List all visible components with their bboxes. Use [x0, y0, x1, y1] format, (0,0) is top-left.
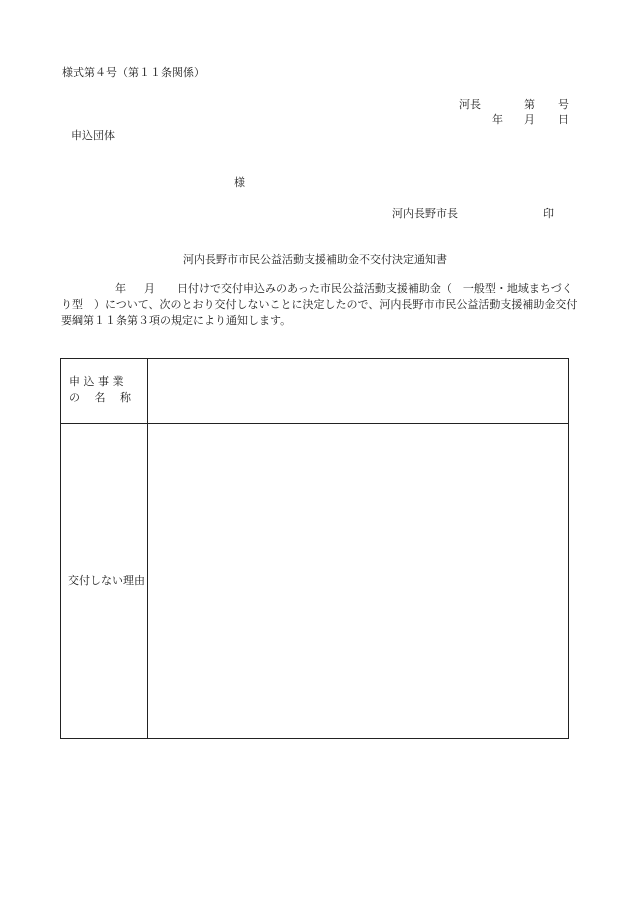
body-line1-rest: 日付けで交付申込みのあった市民公益活動支援補助金（ 一般型・地域まちづく: [177, 282, 573, 295]
table-row-divider: [61, 423, 568, 424]
reason-label: 交付しない理由: [68, 574, 145, 587]
body-year: 年: [115, 282, 126, 295]
notice-body-line-2: り型 ）について、次のとおり交付しないことに決定したので、河内長野市市民公益活動支援補助金交付: [61, 298, 578, 311]
document-title: 河内長野市市民公益活動支援補助金不交付決定通知書: [183, 253, 447, 266]
date-day: 日: [558, 113, 569, 126]
project-name-label-line-2: の 名 称: [69, 391, 131, 404]
notice-body: [61, 281, 578, 329]
table-column-divider: [147, 359, 148, 738]
date-month: 月: [524, 113, 535, 126]
reference-prefix: 河長: [459, 98, 481, 111]
date-year: 年: [492, 113, 503, 126]
notice-table: [60, 358, 569, 739]
seal-mark: 印: [543, 207, 554, 220]
notice-body-line-1: [61, 281, 571, 297]
applicant-label: 申込団体: [71, 129, 115, 142]
form-number: 様式第４号（第１１条関係）: [62, 66, 205, 79]
project-name-label: [61, 374, 147, 406]
reference-go: 号: [558, 98, 569, 111]
addressee-honorific: 様: [234, 176, 245, 189]
body-month: 月: [144, 282, 155, 295]
notice-body-line-3: 要綱第１１条第３項の規定により通知します。: [61, 314, 292, 327]
reference-dai: 第: [524, 98, 535, 111]
project-name-label-line-1: 申 込 事 業: [69, 375, 124, 388]
issuer-title: 河内長野市長: [392, 207, 458, 220]
